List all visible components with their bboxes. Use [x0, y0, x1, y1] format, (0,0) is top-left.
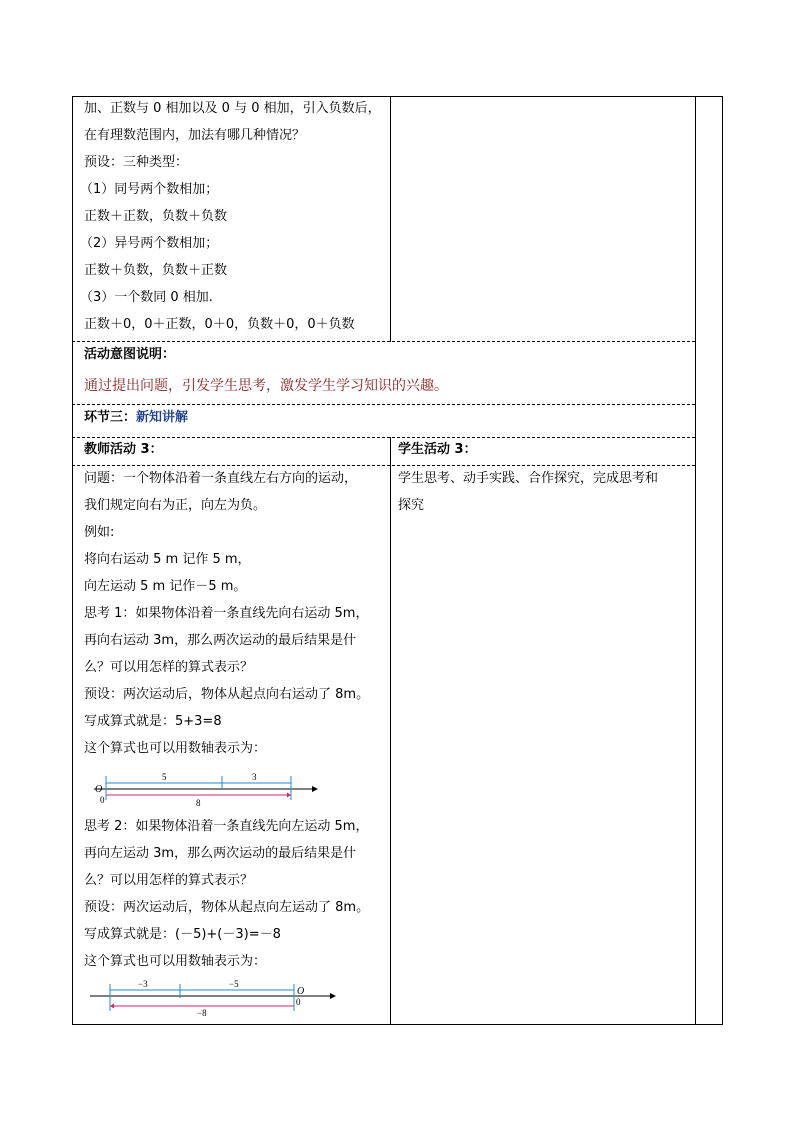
intent-heading: 活动意图说明：	[84, 347, 176, 362]
total-label: 8	[196, 798, 201, 808]
teacher-line: 这个算式也可以用数轴表示为：	[84, 954, 267, 969]
section-title: 新知讲解	[136, 410, 189, 425]
teacher-line: 写成算式就是：5+3=8	[84, 714, 222, 729]
axis-arrow	[312, 786, 318, 792]
top-line: 正数＋负数，负数＋正数	[84, 263, 228, 278]
total-label: −8	[197, 1008, 207, 1018]
section-heading	[84, 408, 188, 428]
right-margin-divider	[695, 96, 696, 1025]
segment-1-label: 5	[162, 772, 167, 782]
teacher-line: 么？可以用怎样的算式表示？	[84, 660, 254, 675]
total-arrow	[287, 793, 291, 798]
column-divider-top	[390, 96, 391, 342]
zero-label: 0	[296, 997, 301, 1007]
number-line-1	[84, 768, 324, 810]
origin-label: O	[297, 986, 305, 997]
teacher-line: 问题：一个物体沿着一条直线左右方向的运动，	[84, 471, 358, 486]
top-line: （1）同号两个数相加；	[80, 182, 219, 197]
intent-text: 通过提出问题，引发学生思考，激发学生学习知识的兴趣。	[84, 378, 448, 394]
teacher-line: 思考 1：如果物体沿着一条直线先向右运动 5m，	[84, 606, 369, 621]
top-line: 在有理数范围内，加法有哪几种情况？	[84, 128, 306, 143]
teacher-line: 再向左运动 3m，那么两次运动的最后结果是什	[84, 846, 357, 861]
total-arrow	[110, 1004, 114, 1009]
teacher-line: 将向右运动 5 m 记作 5 m，	[84, 552, 251, 567]
teacher-line: 例如:	[84, 525, 115, 540]
student-line: 学生思考、动手实践、合作探究，完成思考和	[398, 471, 659, 486]
row-divider-3	[72, 437, 695, 438]
segment-2-label: −5	[229, 980, 239, 989]
segment-1-label: −3	[138, 980, 148, 989]
zero-label: 0	[100, 795, 105, 805]
top-line: （2）异号两个数相加；	[80, 236, 219, 251]
section-prefix: 环节三：	[84, 410, 137, 425]
column-divider-bottom	[390, 437, 391, 1025]
top-line: 加、正数与 0 相加以及 0 与 0 相加，引入负数后，	[84, 101, 381, 116]
row-divider-1	[72, 341, 695, 342]
teacher-line: 向左运动 5 m 记作－5 m。	[84, 579, 247, 594]
teacher-line: 思考 2：如果物体沿着一条直线先向左运动 5m，	[84, 819, 369, 834]
row-divider-2	[72, 404, 695, 405]
top-line: （3）一个数同 0 相加.	[80, 290, 213, 305]
top-line: 正数＋正数，负数＋负数	[84, 209, 228, 224]
number-line-2	[84, 980, 344, 1020]
teacher-line: 写成算式就是：(－5)+(－3)=－8	[84, 927, 281, 942]
axis-arrow	[330, 993, 336, 999]
student-heading: 学生活动 3：	[398, 442, 477, 457]
top-line: 预设：三种类型：	[84, 155, 189, 170]
row-divider-4	[72, 465, 695, 466]
teacher-line: 再向右运动 3m，那么两次运动的最后结果是什	[84, 633, 357, 648]
teacher-line: 预设：两次运动后，物体从起点向左运动了 8m。	[84, 900, 370, 915]
teacher-line: 这个算式也可以用数轴表示为：	[84, 741, 267, 756]
segment-2-label: 3	[252, 772, 257, 782]
origin-label: O	[95, 784, 103, 795]
teacher-heading: 教师活动 3：	[84, 442, 163, 457]
teacher-line: 我们规定向右为正，向左为负。	[84, 498, 267, 513]
student-line: 探究	[398, 498, 425, 513]
teacher-line: 预设：两次运动后，物体从起点向右运动了 8m。	[84, 687, 370, 702]
top-line: 正数＋0，0＋正数，0＋0，负数＋0，0＋负数	[84, 317, 355, 332]
teacher-line: 么？可以用怎样的算式表示？	[84, 873, 254, 888]
